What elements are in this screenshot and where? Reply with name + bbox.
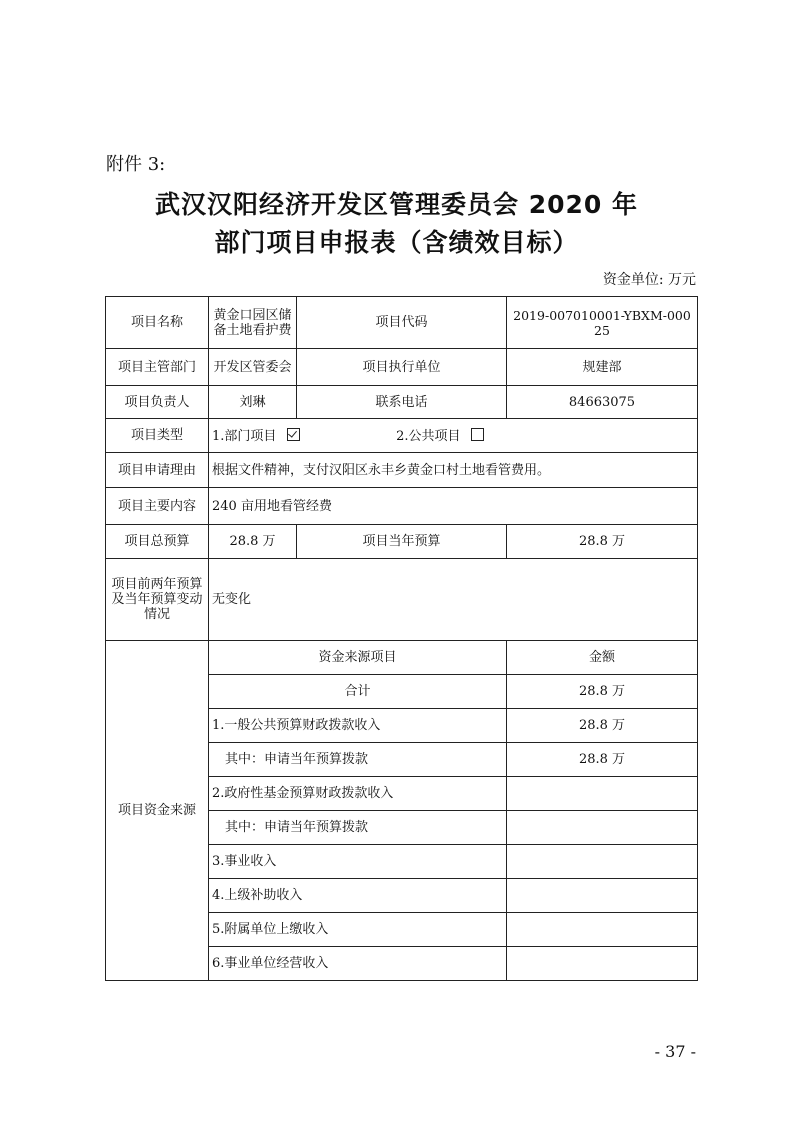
total-budget-value: 28.8 万 bbox=[209, 525, 297, 559]
funding-header-source: 资金来源项目 bbox=[209, 641, 507, 675]
project-name-label: 项目名称 bbox=[106, 297, 209, 349]
funding-item-amount: 28.8 万 bbox=[507, 709, 698, 743]
exec-unit-value: 规建部 bbox=[507, 349, 698, 386]
table-row bbox=[106, 419, 698, 453]
funding-item-amount bbox=[507, 777, 698, 811]
table-row bbox=[106, 453, 698, 488]
document-title-line1: 武汉汉阳经济开发区管理委员会 2020 年 bbox=[155, 190, 638, 219]
year-budget-value: 28.8 万 bbox=[507, 525, 698, 559]
exec-unit-label: 项目执行单位 bbox=[297, 349, 507, 386]
funding-item-label: 合计 bbox=[209, 675, 507, 709]
funding-item-label: 6.事业单位经营收入 bbox=[209, 947, 507, 981]
funding-item-amount: 28.8 万 bbox=[507, 675, 698, 709]
funding-item-amount bbox=[507, 879, 698, 913]
project-code-label: 项目代码 bbox=[297, 297, 507, 349]
currency-unit: 资金单位: 万元 bbox=[602, 272, 696, 288]
dept-value: 开发区管委会 bbox=[209, 349, 297, 386]
funding-item-label: 1.一般公共预算财政拨款收入 bbox=[209, 709, 507, 743]
type-option2-label: 2.公共项目 bbox=[396, 428, 461, 444]
total-budget-label: 项目总预算 bbox=[106, 525, 209, 559]
funding-item-amount bbox=[507, 811, 698, 845]
document-title-line2: 部门项目申报表（含绩效目标） bbox=[214, 228, 579, 257]
phone-label: 联系电话 bbox=[297, 386, 507, 419]
type-option1-label: 1.部门项目 bbox=[212, 428, 277, 444]
type-option1-checkbox[interactable] bbox=[287, 428, 300, 441]
project-type-options bbox=[209, 419, 698, 453]
leader-label: 项目负责人 bbox=[106, 386, 209, 419]
budget-change-label: 项目前两年预算及当年预算变动情况 bbox=[106, 559, 209, 641]
type-option2-checkbox[interactable] bbox=[471, 428, 484, 441]
budget-change-value: 无变化 bbox=[209, 559, 698, 641]
leader-value: 刘琳 bbox=[209, 386, 297, 419]
project-type-label: 项目类型 bbox=[106, 419, 209, 453]
funding-source-label: 项目资金来源 bbox=[106, 641, 209, 981]
funding-header-amount: 金额 bbox=[507, 641, 698, 675]
funding-item-label: 5.附属单位上缴收入 bbox=[209, 913, 507, 947]
reason-label: 项目申请理由 bbox=[106, 453, 209, 488]
phone-value: 84663075 bbox=[507, 386, 698, 419]
reason-value: 根据文件精神，支付汉阳区永丰乡黄金口村土地看管费用。 bbox=[209, 453, 698, 488]
funding-item-label: 其中：申请当年预算拨款 bbox=[209, 811, 507, 845]
funding-item-amount: 28.8 万 bbox=[507, 743, 698, 777]
table-row bbox=[106, 559, 698, 641]
project-name-value: 黄金口园区储备土地看护费 bbox=[209, 297, 297, 349]
project-application-table bbox=[105, 296, 698, 981]
table-row bbox=[106, 525, 698, 559]
funding-item-amount bbox=[507, 913, 698, 947]
table-row bbox=[106, 488, 698, 525]
attachment-label: 附件 3: bbox=[106, 154, 166, 175]
content-value: 240 亩用地看管经费 bbox=[209, 488, 698, 525]
table-row bbox=[106, 349, 698, 386]
funding-item-label: 2.政府性基金预算财政拨款收入 bbox=[209, 777, 507, 811]
content-label: 项目主要内容 bbox=[106, 488, 209, 525]
funding-item-amount bbox=[507, 845, 698, 879]
table-row bbox=[106, 297, 698, 349]
funding-item-label: 4.上级补助收入 bbox=[209, 879, 507, 913]
dept-label: 项目主管部门 bbox=[106, 349, 209, 386]
year-budget-label: 项目当年预算 bbox=[297, 525, 507, 559]
funding-item-label: 其中：申请当年预算拨款 bbox=[209, 743, 507, 777]
table-row bbox=[106, 641, 698, 675]
table-row bbox=[106, 386, 698, 419]
funding-item-label: 3.事业收入 bbox=[209, 845, 507, 879]
page-number: - 37 - bbox=[654, 1042, 696, 1061]
funding-item-amount bbox=[507, 947, 698, 981]
project-code-value: 2019-007010001-YBXM-00025 bbox=[507, 297, 698, 349]
